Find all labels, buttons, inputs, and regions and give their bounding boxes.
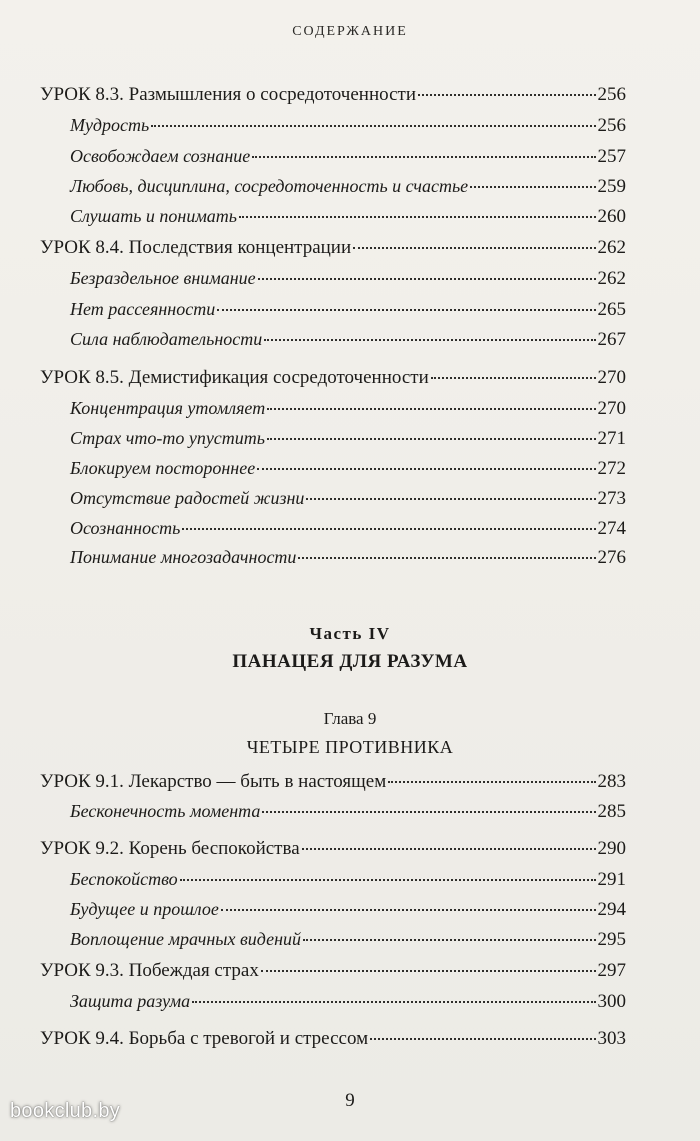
dot-leader — [252, 156, 595, 158]
toc-subentry-title: Слушать и понимать — [70, 206, 237, 226]
toc-page-number: 283 — [597, 771, 626, 792]
dot-leader — [470, 186, 595, 188]
toc-page-number: 262 — [597, 268, 626, 289]
toc-subentry-title: Сила наблюдательности — [70, 329, 263, 349]
toc-subentry-title: Безраздельное внимание — [70, 268, 256, 288]
toc-subentry-title: Понимание многозадачности — [70, 547, 297, 567]
toc-lesson-title: УРОК 8.3. Размышления о сосредоточенности — [40, 84, 416, 105]
toc-subentry-title: Страх что-то упустить — [70, 428, 265, 448]
toc-page-number: 290 — [597, 838, 626, 859]
toc-subentry-title: Любовь, дисциплина, сосредоточенность и счастье — [70, 176, 469, 196]
toc-page-number: 262 — [597, 237, 626, 258]
toc-page-number: 270 — [597, 367, 626, 388]
toc-subentry-title: Концентрация утомляет — [70, 398, 266, 418]
toc-page-number: 265 — [597, 299, 626, 320]
toc-subentry-title: Нет рассеянности — [70, 299, 216, 319]
toc-subentry-row — [0, 176, 700, 206]
toc-subentry-row — [0, 398, 700, 428]
toc-page-number: 300 — [597, 991, 626, 1012]
part-label: Часть IV — [309, 624, 391, 643]
toc-lesson-row — [0, 960, 700, 990]
dot-leader — [431, 377, 596, 379]
dot-leader — [192, 1001, 595, 1003]
toc-lesson-title: УРОК 9.4. Борьба с тревогой и стрессом — [40, 1028, 369, 1049]
toc-subentry-row — [0, 488, 700, 518]
dot-leader — [303, 939, 595, 941]
dot-leader — [257, 468, 595, 470]
dot-leader — [302, 848, 596, 850]
page-header: СОДЕРЖАНИЕ — [292, 24, 408, 39]
dot-leader — [298, 557, 595, 559]
toc-page-number: 276 — [597, 547, 626, 568]
toc-subentry-row — [0, 899, 700, 929]
toc-page-number: 259 — [597, 176, 626, 197]
toc-page-number: 257 — [597, 146, 626, 167]
toc-page-number: 272 — [597, 458, 626, 479]
toc-subentry-title: Беспокойство — [70, 869, 178, 889]
toc-subentry-row — [0, 929, 700, 959]
toc-lesson-title: УРОК 9.1. Лекарство — быть в настоящем — [40, 771, 387, 792]
dot-leader — [261, 970, 596, 972]
dot-leader — [180, 879, 596, 881]
toc-subentry-title: Освобождаем сознание — [70, 146, 251, 166]
toc-lesson-row — [0, 237, 700, 267]
toc-subentry-row — [0, 801, 700, 831]
toc-subentry-row — [0, 146, 700, 176]
toc-page-number: 271 — [597, 428, 626, 449]
toc-page-number: 260 — [597, 206, 626, 227]
toc-subentry-title: Отсутствие радостей жизни — [70, 488, 305, 508]
dot-leader — [267, 438, 596, 440]
toc-lesson-row — [0, 367, 700, 397]
toc-page-number: 274 — [597, 518, 626, 539]
toc-subentry-title: Защита разума — [70, 991, 191, 1011]
toc-page-number: 256 — [597, 84, 626, 105]
toc-subentry-title: Воплощение мрачных видений — [70, 929, 302, 949]
toc-subentry-row — [0, 458, 700, 488]
toc-lesson-title: УРОК 9.2. Корень беспокойства — [40, 838, 300, 859]
dot-leader — [258, 278, 596, 280]
dot-leader — [370, 1038, 595, 1040]
dot-leader — [182, 528, 595, 530]
toc-subentry-title: Осознанность — [70, 518, 181, 538]
toc-page-number: 303 — [597, 1028, 626, 1049]
toc-subentry-row — [0, 206, 700, 236]
dot-leader — [264, 339, 595, 341]
toc-lesson-title: УРОК 8.4. Последствия концентрации — [40, 237, 352, 258]
chapter-title: ЧЕТЫРЕ ПРОТИВНИКА — [246, 737, 454, 757]
toc-subentry-title: Будущее и прошлое — [70, 899, 219, 919]
dot-leader — [239, 216, 596, 218]
part-title: ПАНАЦЕЯ ДЛЯ РАЗУМА — [232, 651, 468, 672]
toc-page-number: 295 — [597, 929, 626, 950]
toc-lesson-title: УРОК 9.3. Побеждая страх — [40, 960, 259, 981]
toc-subentry-row — [0, 869, 700, 899]
toc-page-number: 285 — [597, 801, 626, 822]
toc-lesson-row — [0, 84, 700, 114]
dot-leader — [418, 94, 596, 96]
toc-page-number: 270 — [597, 398, 626, 419]
toc-subentry-row — [0, 518, 700, 548]
toc-lesson-row — [0, 1028, 700, 1058]
toc-subentry-row — [0, 115, 700, 145]
dot-leader — [262, 811, 595, 813]
dot-leader — [306, 498, 595, 500]
toc-subentry-title: Мудрость — [70, 115, 150, 135]
dot-leader — [151, 125, 595, 127]
toc-page-number: 256 — [597, 115, 626, 136]
toc-lesson-row — [0, 838, 700, 868]
toc-subentry-row — [0, 329, 700, 359]
toc-subentry-row — [0, 428, 700, 458]
toc-page-number: 297 — [597, 960, 626, 981]
toc-lesson-row — [0, 771, 700, 801]
dot-leader — [217, 309, 595, 311]
toc-subentry-row — [0, 991, 700, 1021]
dot-leader — [388, 781, 595, 783]
chapter-label: Глава 9 — [323, 709, 377, 728]
page-number: 9 — [345, 1090, 355, 1111]
toc-page-number: 273 — [597, 488, 626, 509]
toc-lesson-title: УРОК 8.5. Демистификация сосредоточенности — [40, 367, 429, 388]
dot-leader — [353, 247, 595, 249]
toc-subentry-row — [0, 547, 700, 577]
toc-subentry-title: Бесконечность момента — [70, 801, 261, 821]
toc-page-number: 291 — [597, 869, 626, 890]
toc-page-number: 267 — [597, 329, 626, 350]
toc-page-number: 294 — [597, 899, 626, 920]
dot-leader — [221, 909, 596, 911]
site-watermark: bookclub.by — [10, 1100, 121, 1122]
toc-subentry-row — [0, 268, 700, 298]
dot-leader — [267, 408, 595, 410]
toc-subentry-row — [0, 299, 700, 329]
toc-subentry-title: Блокируем постороннее — [70, 458, 256, 478]
